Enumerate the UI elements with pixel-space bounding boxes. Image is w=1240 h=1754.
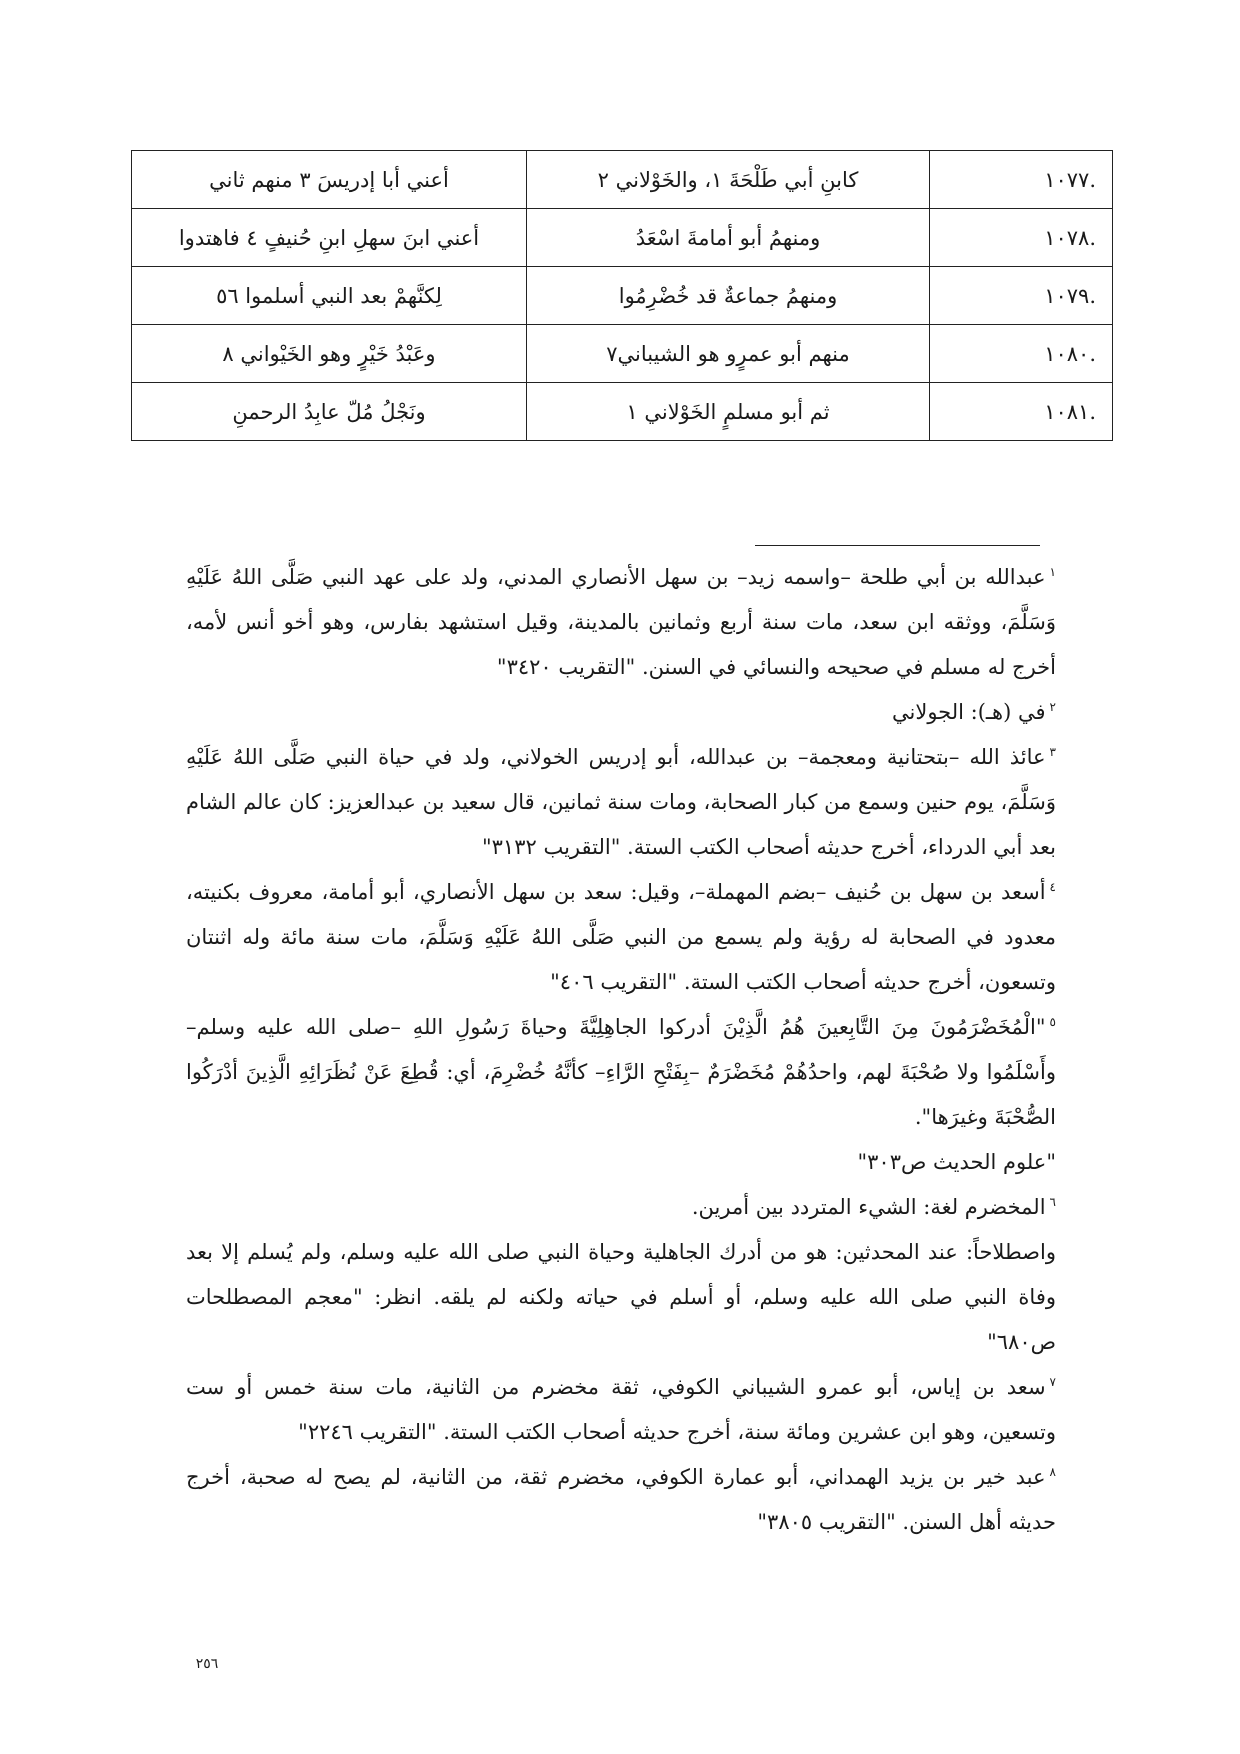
verse-number: .١٠٧٩: [930, 267, 1113, 325]
footnote-marker: ٨: [1049, 1465, 1056, 1479]
footnote: [186, 690, 1056, 735]
footnote-marker: ٧: [1049, 1375, 1056, 1389]
verse-second-hemistich: أعني أبا إدريسَ ٣ منهم ثاني: [132, 151, 527, 209]
footnote-text: أسعد بن سهل بن حُنيف –بضم المهملة–، وقيل: سعد بن سهل الأنصاري، أبو أمامة، معروف بكنيته، معدود في الصحابة له رؤية ولم يسمع من النبي صَلَّى اللهُ عَلَيْهِ وَسَلَّمَ، مات سنة مائة وله اثنتان وتسعون، أخرج حديثه أصحاب الكتب الستة. "التقريب ٤٠٦": [186, 880, 1056, 994]
verse-first-hemistich: ومنهمُ جماعةٌ قد خُضْرِمُوا: [527, 267, 930, 325]
footnote-text: عائذ الله –بتحتانية ومعجمة– بن عبدالله، أبو إدريس الخولاني، ولد في حياة النبي صَلَّى اللهُ عَلَيْهِ وَسَلَّمَ، يوم حنين وسمع من كبار الصحابة، ومات سنة ثمانين، قال سعيد بن عبدالعزيز: كان عالم الشام بعد أبي الدرداء، أخرج حديثه أصحاب الكتب الستة. "التقريب ٣١٣٢": [186, 745, 1056, 859]
footnote-source: [186, 1140, 1056, 1185]
footnote-text: في (هـ): الجولاني: [892, 700, 1046, 724]
footnote-text: المخضرم لغة: الشيء المتردد بين أمرين.: [691, 1195, 1046, 1219]
footnote-separator: [755, 545, 1040, 546]
verse-number: .١٠٧٨: [930, 209, 1113, 267]
footnote: [186, 1005, 1056, 1140]
verse-row: [132, 209, 1113, 267]
footnote: [186, 870, 1056, 1005]
footnote-text: عبد خير بن يزيد الهمداني، أبو عمارة الكوفي، مخضرم ثقة، من الثانية، لم يصح له صحبة، أخرج حديثه أهل السنن. "التقريب ٣٨٠٥": [186, 1465, 1056, 1534]
footnote-marker: ٣: [1049, 745, 1056, 759]
verse-row: [132, 151, 1113, 209]
footnote: [186, 1185, 1056, 1230]
verse-second-hemistich: ونَجْلُ مُلّ عابِدُ الرحمنِ: [132, 383, 527, 441]
footnote-text: "علوم الحديث ص٣٠٣": [857, 1150, 1056, 1174]
verse-number: .١٠٧٧: [930, 151, 1113, 209]
footnote-marker: ٥: [1049, 1015, 1056, 1029]
footnote: [186, 1455, 1056, 1545]
footnote-text: "الْمُخَضْرَمُونَ مِنَ التَّابِعينَ هُمُ الَّذِيْنَ أدركوا الجاهِلِيَّةَ وحياةَ رَسُولِ اللهِ –صلى الله عليه وسلم– وأَسْلَمُوا ولا صُحْبَةَ لهم، واحدُهُمْ مُخَضْرَمٌ –بِفَتْحِ الرَّاءِ– كأنَّهُ خُضْرِمَ، أي: قُطِعَ عَنْ نُظَرَائِهِ الَّذِينَ أدْرَكُوا الصُّحْبَةَ وغيرَها".: [186, 1015, 1056, 1129]
verse-second-hemistich: وعَبْدُ خَيْرٍ وهو الخَيْواني ٨: [132, 325, 527, 383]
footnote-marker: ١: [1049, 565, 1056, 579]
footnote-continuation: [186, 1230, 1056, 1365]
verse-table: [131, 150, 1113, 441]
footnote-marker: ٢: [1049, 700, 1056, 714]
verse-first-hemistich: ثم أبو مسلمٍ الخَوْلاني ١: [527, 383, 930, 441]
footnotes: [186, 555, 1056, 1545]
footnote-text: واصطلاحاً: عند المحدثين: هو من أدرك الجاهلية وحياة النبي صلى الله عليه وسلم، ولم يُسلم إلا بعد وفاة النبي صلى الله عليه وسلم، أو أسلم في حياته ولكنه لم يلقه. انظر: "معجم المصطلحات ص٦٨٠": [186, 1240, 1056, 1354]
footnote: [186, 735, 1056, 870]
verse-number: .١٠٨١: [930, 383, 1113, 441]
footnote: [186, 555, 1056, 690]
verse-second-hemistich: لِكنَّهمْ بعد النبي أسلموا ٥٦: [132, 267, 527, 325]
footnote-marker: ٦: [1049, 1195, 1056, 1209]
verse-number: .١٠٨٠: [930, 325, 1113, 383]
footnote-text: سعد بن إياس، أبو عمرو الشيباني الكوفي، ثقة مخضرم من الثانية، مات سنة خمس أو ست وتسعين، وهو ابن عشرين ومائة سنة، أخرج حديثه أصحاب الكتب الستة. "التقريب ٢٢٤٦": [186, 1375, 1056, 1444]
verse-row: [132, 325, 1113, 383]
verse-row: [132, 383, 1113, 441]
footnote-text: عبدالله بن أبي طلحة –واسمه زيد– بن سهل الأنصاري المدني، ولد على عهد النبي صَلَّى اللهُ عَلَيْهِ وَسَلَّمَ، ووثقه ابن سعد، مات سنة أربع وثمانين بالمدينة، وقيل استشهد بفارس، وهو أخو أنس لأمه، أخرج له مسلم في صحيحه والنسائي في السنن. "التقريب ٣٤٢٠": [186, 565, 1056, 679]
footnote: [186, 1365, 1056, 1455]
footnote-marker: ٤: [1049, 880, 1056, 894]
verse-first-hemistich: منهم أبو عمرٍو هو الشيباني٧: [527, 325, 930, 383]
page-number: ٢٥٦: [195, 1656, 219, 1672]
verse-first-hemistich: ومنهمُ أبو أمامةَ اسْعَدُ: [527, 209, 930, 267]
verse-row: [132, 267, 1113, 325]
verse-first-hemistich: كابنِ أبي طَلْحَةَ ١، والخَوْلاني ٢: [527, 151, 930, 209]
verse-second-hemistich: أعني ابنَ سهلِ ابنِ حُنيفٍ ٤ فاهتدوا: [132, 209, 527, 267]
